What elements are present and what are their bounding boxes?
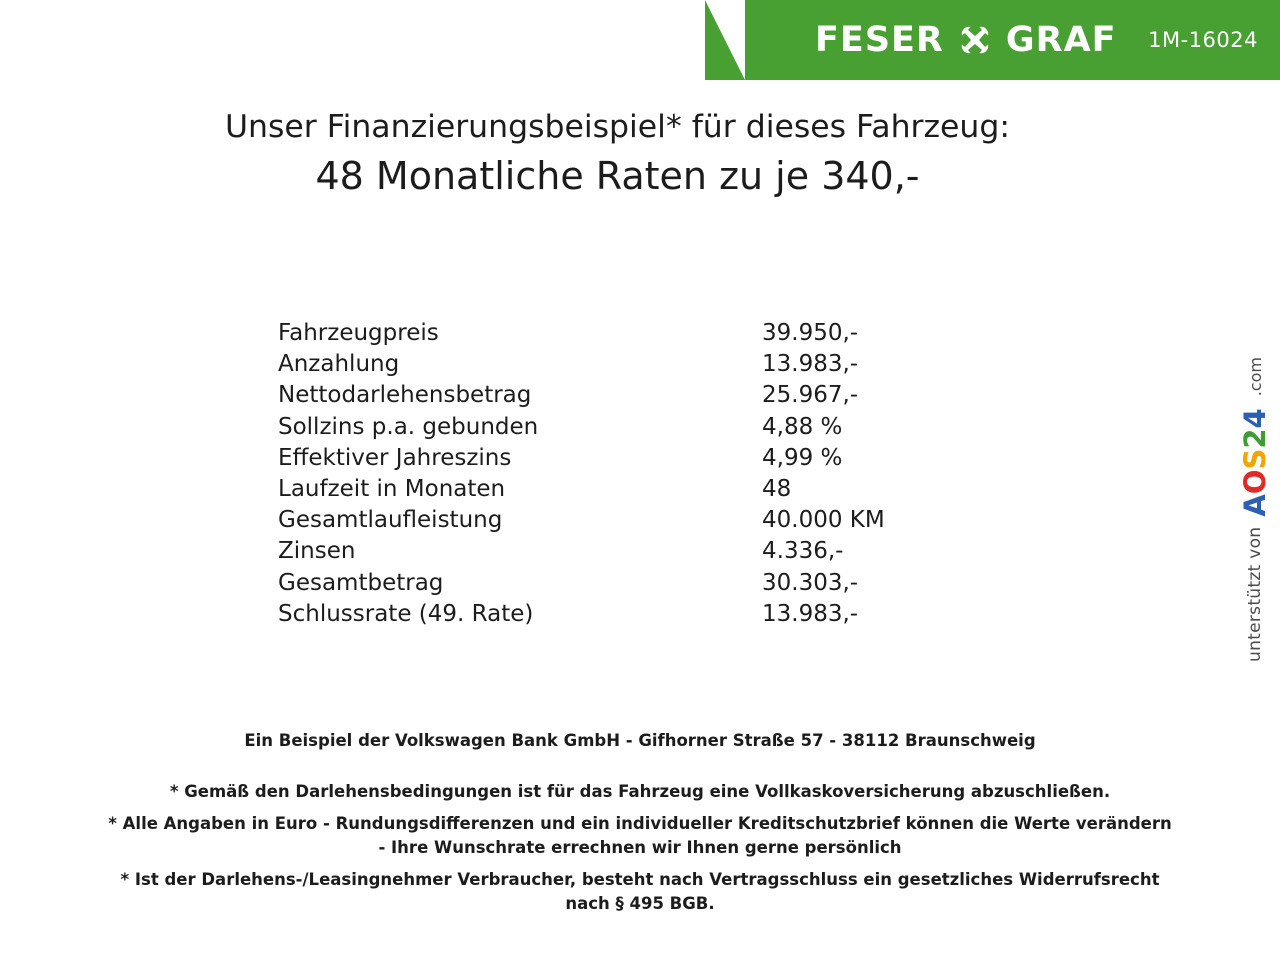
detail-label: Gesamtlaufleistung: [278, 507, 503, 534]
disclaimer-2-line-1: * Alle Angaben in Euro - Rundungsdifferenzen und ein individueller Kreditschutzbrief können die Werte verändern: [108, 814, 1172, 834]
disclaimer-3-line-1: * Ist der Darlehens-/Leasingnehmer Verbraucher, besteht nach Vertragsschluss ein gesetzliches Widerrufsrecht: [120, 870, 1160, 890]
table-row: [278, 570, 978, 601]
page-title-block: [0, 108, 1235, 201]
logo-letter-s: S: [1238, 448, 1272, 470]
logo-letter-a: A: [1238, 494, 1272, 517]
detail-label: Schlussrate (49. Rate): [278, 600, 534, 627]
table-row: [278, 601, 978, 632]
disclaimers: [0, 780, 1280, 915]
detail-value: 13.983,-: [762, 351, 859, 378]
header-banner: [745, 0, 1280, 80]
table-row: [278, 507, 978, 538]
detail-label: Gesamtbetrag: [278, 569, 444, 596]
table-row: [278, 476, 978, 507]
clover-icon: [958, 23, 992, 57]
table-row: [278, 414, 978, 445]
detail-value: 39.950,-: [762, 320, 859, 346]
brand-name-left: FESER: [815, 20, 944, 60]
table-row: [278, 382, 978, 413]
table-row: [278, 351, 978, 382]
sponsor-strip: [1230, 300, 1274, 680]
sponsor-inner: [1238, 312, 1272, 662]
page-subtitle: 48 Monatliche Raten zu je 340,-: [315, 154, 920, 199]
detail-value: 4,99 %: [762, 444, 843, 471]
disclaimer-1: * Gemäß den Darlehensbedingungen ist für das Fahrzeug eine Vollkaskoversicherung abzuschließen.: [169, 782, 1111, 801]
detail-label: Anzahlung: [278, 351, 400, 378]
aos24-logo: [1238, 408, 1272, 516]
brand-logo: [815, 20, 1117, 60]
detail-label: Laufzeit in Monaten: [278, 475, 506, 502]
logo-digit-2: 2: [1238, 428, 1272, 449]
detail-value: 4.336,-: [762, 538, 844, 565]
disclaimer-3: [0, 868, 1280, 915]
detail-label: Fahrzeugpreis: [278, 320, 439, 346]
bank-line: Ein Beispiel der Volkswagen Bank GmbH - Gifhorner Straße 57 - 38112 Braunschweig: [244, 731, 1036, 750]
disclaimer-2-line-2: - Ihre Wunschrate errechnen wir Ihnen gerne persönlich: [378, 837, 902, 857]
detail-value: 48: [762, 475, 792, 502]
table-row: [278, 320, 978, 351]
detail-value: 13.983,-: [762, 600, 859, 627]
finance-details-table: [278, 320, 978, 632]
vehicle-code: 1M-16024: [1148, 28, 1258, 52]
detail-value: 4,88 %: [762, 413, 843, 440]
sponsor-prefix: unterstützt von: [1245, 526, 1265, 662]
detail-label: Effektiver Jahreszins: [278, 444, 512, 471]
page-title: Unser Finanzierungsbeispiel* für dieses Fahrzeug:: [224, 109, 1010, 145]
detail-label: Sollzins p.a. gebunden: [278, 413, 539, 440]
sponsor-suffix: .com: [1245, 357, 1265, 397]
table-row: [278, 445, 978, 476]
detail-value: 40.000 KM: [762, 507, 885, 534]
detail-value: 25.967,-: [762, 382, 859, 409]
detail-label: Zinsen: [278, 538, 356, 565]
table-row: [278, 538, 978, 569]
logo-letter-o: O: [1238, 469, 1272, 495]
detail-value: 30.303,-: [762, 569, 859, 596]
logo-digit-4: 4: [1238, 408, 1272, 429]
brand-name-right: GRAF: [1005, 20, 1117, 60]
detail-label: Nettodarlehensbetrag: [278, 382, 532, 409]
disclaimer-3-line-2: nach § 495 BGB.: [565, 893, 715, 913]
disclaimer-2: [0, 812, 1280, 859]
